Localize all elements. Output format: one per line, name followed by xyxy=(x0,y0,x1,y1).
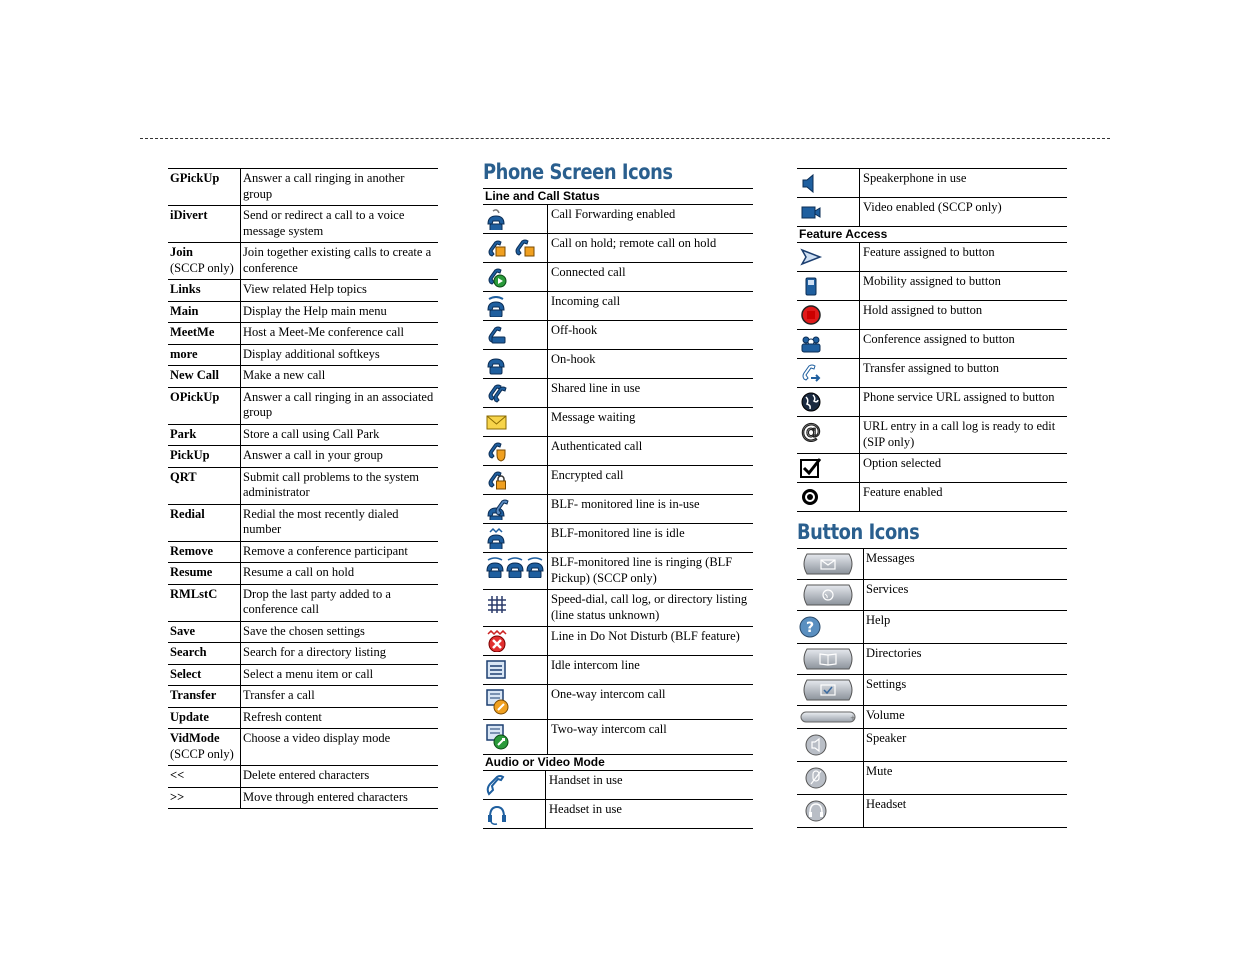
icon-cell xyxy=(797,644,864,675)
mobility-icon xyxy=(799,275,823,297)
feature-arrow-icon xyxy=(799,246,823,268)
mute-button-icon xyxy=(799,765,857,791)
softkey-label: Redial xyxy=(170,506,205,521)
softkey-name xyxy=(168,467,241,504)
button-icon-row xyxy=(797,644,1067,675)
softkey-label: MeetMe xyxy=(170,325,215,339)
softkey-name xyxy=(168,243,241,280)
encrypted-call-icon xyxy=(485,469,509,491)
icon-row xyxy=(483,720,753,755)
softkey-label: iDivert xyxy=(170,208,208,222)
softkey-description: Answer a call in your group xyxy=(243,448,383,462)
icon-cell xyxy=(483,408,548,437)
idle-intercom-icon xyxy=(485,659,509,681)
icon-description: Option selected xyxy=(863,456,942,470)
icon-cell xyxy=(797,454,860,483)
icon-description: Encrypted call xyxy=(551,468,624,482)
icon-description: Message waiting xyxy=(551,410,636,424)
icon-row xyxy=(483,321,753,350)
icon-cell xyxy=(797,388,860,417)
icon-cell xyxy=(483,685,548,720)
icon-description: Hold assigned to button xyxy=(863,303,983,317)
softkey-name xyxy=(168,541,241,563)
headset-icon xyxy=(485,803,509,825)
softkey-row xyxy=(168,729,438,766)
softkey-description: Choose a video display mode xyxy=(243,731,391,745)
icon-row xyxy=(483,495,753,524)
softkey-row xyxy=(168,787,438,809)
icon-description: Directories xyxy=(866,646,922,660)
softkey-row xyxy=(168,323,438,345)
icon-cell xyxy=(797,549,864,580)
line-call-status-table xyxy=(483,205,753,755)
softkey-row xyxy=(168,424,438,446)
icon-description: BLF-monitored line is ringing (BLF Pickup) (SCCP only) xyxy=(551,555,733,585)
icon-description: Two-way intercom call xyxy=(551,722,667,736)
audio-video-mode-heading: Audio or Video Mode xyxy=(483,755,753,771)
button-icon-row xyxy=(797,729,1067,762)
icon-description: Handset in use xyxy=(549,773,623,787)
phone-screen-icons-column xyxy=(483,160,753,829)
softkey-table xyxy=(168,168,438,809)
softkey-description: Resume a call on hold xyxy=(243,565,355,579)
icon-row xyxy=(797,359,1067,388)
softkey-description: Send or redirect a call to a voice message system xyxy=(243,208,405,238)
icon-description: Settings xyxy=(866,677,907,691)
hold-stop-icon xyxy=(799,304,823,326)
icon-row xyxy=(483,408,753,437)
top-dashed-rule xyxy=(140,138,1110,139)
softkey-name xyxy=(168,643,241,665)
softkey-name xyxy=(168,621,241,643)
icon-description: One-way intercom call xyxy=(551,687,666,701)
softkey-name xyxy=(168,169,241,206)
icon-cell xyxy=(483,495,548,524)
incoming-call-icon xyxy=(485,295,509,317)
icon-description: Speakerphone in use xyxy=(863,171,967,185)
softkey-name xyxy=(168,584,241,621)
softkey-label: QRT xyxy=(170,469,197,484)
authenticated-call-icon xyxy=(485,440,509,462)
icon-cell xyxy=(797,611,864,644)
softkey-name xyxy=(168,206,241,243)
icon-cell xyxy=(483,771,546,800)
softkey-label: Search xyxy=(170,645,207,659)
icon-description: Help xyxy=(866,613,891,627)
icon-description: BLF-monitored line is idle xyxy=(551,526,685,540)
softkey-name xyxy=(168,323,241,345)
softkey-label: Save xyxy=(170,623,195,638)
do-not-disturb-icon xyxy=(485,630,509,652)
softkey-name xyxy=(168,766,241,788)
help-button-icon xyxy=(799,614,857,640)
softkey-name xyxy=(168,344,241,366)
softkey-label: VidMode xyxy=(170,731,220,745)
icon-row xyxy=(483,437,753,466)
at-sign-icon xyxy=(799,420,823,442)
icon-description: Call on hold; remote call on hold xyxy=(551,236,717,250)
icon-cell xyxy=(483,627,548,656)
softkey-label: Join xyxy=(170,245,193,259)
softkey-row xyxy=(168,686,438,708)
icon-cell xyxy=(797,795,864,828)
off-hook-icon xyxy=(485,324,509,346)
icon-description: Shared line in use xyxy=(551,381,641,395)
icon-row xyxy=(483,292,753,321)
checkbox-icon xyxy=(799,457,823,479)
softkey-description: Answer a call ringing in another group xyxy=(243,171,405,201)
icon-cell xyxy=(483,350,548,379)
speaker-button-icon xyxy=(799,732,857,758)
icon-row xyxy=(797,243,1067,272)
softkey-qualifier: (SCCP only) xyxy=(170,746,234,761)
icon-cell xyxy=(797,169,860,198)
button-icon-row xyxy=(797,675,1067,706)
icon-row xyxy=(483,350,753,379)
icon-description: Off-hook xyxy=(551,323,598,337)
icon-cell xyxy=(483,656,548,685)
softkey-description: Drop the last party added to a conference call xyxy=(243,586,391,616)
call-forward-icon xyxy=(485,208,509,230)
icon-cell xyxy=(797,243,860,272)
icon-row xyxy=(797,198,1067,227)
softkey-name xyxy=(168,563,241,585)
softkey-row xyxy=(168,206,438,243)
softkey-row xyxy=(168,169,438,206)
button-icon-row xyxy=(797,549,1067,580)
softkey-row xyxy=(168,563,438,585)
softkey-label: >> xyxy=(170,789,185,804)
softkey-description: Submit call problems to the system administrator xyxy=(243,469,420,499)
softkey-description: Remove a conference participant xyxy=(243,543,408,558)
softkey-name xyxy=(168,729,241,766)
softkey-row xyxy=(168,366,438,388)
softkey-row xyxy=(168,301,438,323)
icon-cell xyxy=(797,272,860,301)
icon-cell xyxy=(797,417,860,454)
icon-description: URL entry in a call log is ready to edit (SIP only) xyxy=(863,419,1056,449)
softkey-row xyxy=(168,766,438,788)
icon-description: Speed-dial, call log, or directory listing (line status unknown) xyxy=(551,592,748,622)
icon-row xyxy=(797,301,1067,330)
icon-row xyxy=(797,454,1067,483)
svg-text:?: ? xyxy=(805,620,815,636)
icon-description: Video enabled (SCCP only) xyxy=(863,200,1002,214)
icon-description: BLF- monitored line is in-use xyxy=(551,497,700,511)
softkey-description: Select a menu item or call xyxy=(243,666,374,681)
icon-cell xyxy=(483,234,548,263)
svg-text:+: + xyxy=(850,714,856,722)
icon-cell xyxy=(483,437,548,466)
services-button-icon xyxy=(799,583,857,607)
softkey-description: Make a new call xyxy=(243,368,326,382)
softkey-name xyxy=(168,387,241,424)
icon-description: Headset xyxy=(866,797,907,811)
softkey-name xyxy=(168,301,241,323)
icon-row xyxy=(483,379,753,408)
softkey-row xyxy=(168,541,438,563)
icon-cell xyxy=(797,706,864,729)
icon-cell xyxy=(797,483,860,512)
icon-cell xyxy=(483,205,548,234)
feature-access-heading: Feature Access xyxy=(797,227,1067,243)
softkey-description: Display the Help main menu xyxy=(243,303,387,318)
icon-description: Mobility assigned to button xyxy=(863,274,1001,288)
softkey-description: Move through entered characters xyxy=(243,789,408,804)
volume-button-icon xyxy=(799,709,857,725)
icon-row xyxy=(483,627,753,656)
icon-row xyxy=(483,590,753,627)
blf-in-use-icon xyxy=(485,498,509,520)
icon-description: Feature enabled xyxy=(863,485,943,499)
icon-cell xyxy=(483,524,548,553)
softkey-qualifier: (SCCP only) xyxy=(170,260,234,275)
softkey-row xyxy=(168,467,438,504)
icon-cell xyxy=(483,720,548,755)
icon-description: Incoming call xyxy=(551,294,621,308)
icon-cell xyxy=(483,800,546,829)
softkey-label: New Call xyxy=(170,368,219,382)
icon-row xyxy=(483,656,753,685)
messages-button-icon xyxy=(799,552,857,576)
softkey-description: Redial the most recently dialed number xyxy=(243,506,399,536)
icon-description: Authenticated call xyxy=(551,439,643,453)
icon-description: Phone service URL assigned to button xyxy=(863,390,1055,404)
two-way-intercom-icon xyxy=(485,723,509,751)
icon-description: On-hook xyxy=(551,352,596,366)
icon-description: Feature assigned to button xyxy=(863,245,995,259)
icon-row xyxy=(797,388,1067,417)
softkey-name xyxy=(168,280,241,302)
button-icon-row xyxy=(797,706,1067,729)
icon-cell xyxy=(797,330,860,359)
softkey-label: GPickUp xyxy=(170,171,220,185)
message-waiting-icon xyxy=(485,411,509,433)
softkey-description: Display additional softkeys xyxy=(243,346,380,361)
icon-cell xyxy=(797,301,860,330)
softkey-description: Host a Meet-Me conference call xyxy=(243,325,405,339)
softkey-label: Resume xyxy=(170,565,213,579)
softkey-row xyxy=(168,621,438,643)
softkey-name xyxy=(168,686,241,708)
softkey-label: Transfer xyxy=(170,688,217,702)
icon-description: Line in Do Not Disturb (BLF feature) xyxy=(551,629,740,643)
softkey-label: PickUp xyxy=(170,448,210,462)
radio-dot-icon xyxy=(799,486,823,508)
button-icon-row xyxy=(797,611,1067,644)
blf-idle-icon xyxy=(485,527,509,549)
icon-description: Services xyxy=(866,582,909,596)
connected-call-icon xyxy=(485,266,509,288)
one-way-intercom-icon xyxy=(485,688,509,716)
softkey-name xyxy=(168,446,241,468)
softkey-description: Transfer a call xyxy=(243,688,315,702)
conference-icon xyxy=(799,333,823,355)
button-icon-row xyxy=(797,580,1067,611)
line-call-status-heading: Line and Call Status xyxy=(483,188,753,205)
softkey-row xyxy=(168,584,438,621)
icon-row xyxy=(483,524,753,553)
icon-row xyxy=(797,272,1067,301)
phone-screen-icons-title: Phone Screen Icons xyxy=(483,160,673,184)
softkey-row xyxy=(168,504,438,541)
button-icon-row xyxy=(797,795,1067,828)
directories-button-icon xyxy=(799,647,857,671)
icon-description: Call Forwarding enabled xyxy=(551,207,676,221)
icon-cell xyxy=(483,466,548,495)
softkey-name xyxy=(168,504,241,541)
icon-cell xyxy=(797,729,864,762)
globe-icon xyxy=(799,391,823,413)
softkey-row xyxy=(168,643,438,665)
video-icon xyxy=(799,201,823,223)
svg-text:@: @ xyxy=(801,420,821,442)
softkey-label: Park xyxy=(170,426,197,441)
icon-row xyxy=(797,330,1067,359)
softkey-description: Search for a directory listing xyxy=(243,645,387,659)
softkey-column xyxy=(168,168,438,809)
softkey-row xyxy=(168,707,438,729)
button-icons-table xyxy=(797,548,1067,828)
icon-cell xyxy=(483,590,548,627)
shared-line-icon xyxy=(485,382,509,404)
icon-row xyxy=(483,771,753,800)
softkey-label: Update xyxy=(170,709,209,724)
icon-row xyxy=(483,685,753,720)
icon-row xyxy=(483,466,753,495)
softkey-row xyxy=(168,446,438,468)
icon-description: Idle intercom line xyxy=(551,658,640,672)
transfer-icon xyxy=(799,362,823,384)
softkey-label: more xyxy=(170,346,198,361)
icon-cell xyxy=(797,675,864,706)
icon-cell xyxy=(797,359,860,388)
speed-dial-icon xyxy=(485,593,509,615)
icon-description: Headset in use xyxy=(549,802,622,816)
audio-video-continued-table xyxy=(797,168,1067,227)
softkey-row xyxy=(168,664,438,686)
icon-description: Connected call xyxy=(551,265,626,279)
softkey-row xyxy=(168,344,438,366)
softkey-row xyxy=(168,280,438,302)
softkey-label: Main xyxy=(170,303,199,318)
softkey-label: Remove xyxy=(170,543,214,558)
icon-row xyxy=(797,417,1067,454)
softkey-description: View related Help topics xyxy=(243,282,367,296)
speakerphone-icon xyxy=(799,172,823,194)
softkey-description: Refresh content xyxy=(243,709,322,724)
softkey-row xyxy=(168,387,438,424)
softkey-label: OPickUp xyxy=(170,389,220,404)
icon-row xyxy=(483,205,753,234)
softkey-label: << xyxy=(170,768,185,782)
softkey-name xyxy=(168,787,241,809)
feature-access-table xyxy=(797,243,1067,512)
icon-description: Volume xyxy=(866,708,905,722)
softkey-description: Save the chosen settings xyxy=(243,623,365,638)
icon-cell xyxy=(797,198,860,227)
softkey-name xyxy=(168,366,241,388)
softkey-description: Store a call using Call Park xyxy=(243,426,380,441)
icon-row xyxy=(483,553,753,590)
icon-row xyxy=(483,800,753,829)
softkey-name xyxy=(168,664,241,686)
softkey-label: Select xyxy=(170,666,202,681)
audio-video-mode-table xyxy=(483,771,753,829)
icon-cell xyxy=(483,321,548,350)
on-hook-icon xyxy=(485,353,509,375)
headset-button-icon xyxy=(799,798,857,824)
icon-row xyxy=(483,263,753,292)
icon-description: Transfer assigned to button xyxy=(863,361,999,375)
softkey-label: RMLstC xyxy=(170,586,218,601)
icon-description: Speaker xyxy=(866,731,907,745)
icon-description: Conference assigned to button xyxy=(863,332,1015,346)
button-icon-row xyxy=(797,762,1067,795)
settings-button-icon xyxy=(799,678,857,702)
softkey-row xyxy=(168,243,438,280)
icon-row xyxy=(797,169,1067,198)
icon-cell xyxy=(483,292,548,321)
icon-cell xyxy=(797,762,864,795)
softkey-name xyxy=(168,424,241,446)
icon-cell xyxy=(483,553,548,590)
feature-button-column xyxy=(797,168,1067,828)
call-hold-icon xyxy=(485,237,541,259)
softkey-name xyxy=(168,707,241,729)
softkey-description: Join together existing calls to create a conference xyxy=(243,245,432,275)
icon-description: Messages xyxy=(866,551,915,565)
handset-icon xyxy=(485,774,509,796)
icon-cell xyxy=(797,580,864,611)
blf-ringing-icon xyxy=(485,556,545,578)
softkey-description: Delete entered characters xyxy=(243,768,370,782)
softkey-label: Links xyxy=(170,282,201,296)
button-icons-title: Button Icons xyxy=(797,520,920,544)
icon-description: Mute xyxy=(866,764,893,778)
icon-cell xyxy=(483,379,548,408)
icon-row xyxy=(483,234,753,263)
icon-cell xyxy=(483,263,548,292)
softkey-description: Answer a call ringing in an associated group xyxy=(243,389,434,419)
icon-row xyxy=(797,483,1067,512)
